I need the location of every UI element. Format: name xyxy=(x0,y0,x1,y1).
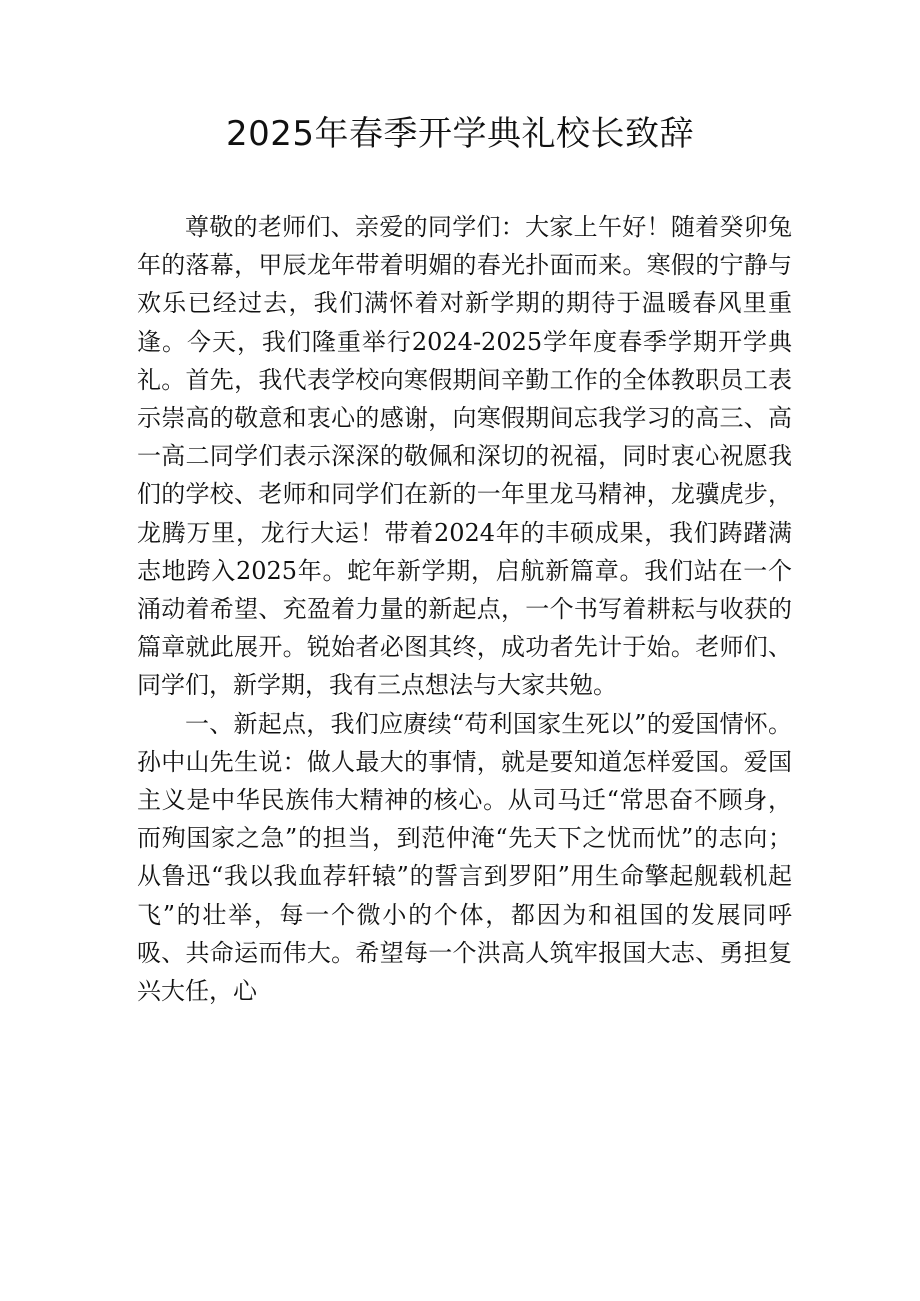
document-body xyxy=(137,208,792,1010)
document-title: 2025年春季开学典礼校长致辞 xyxy=(225,114,695,154)
paragraph-opening: 尊敬的老师们、亲爱的同学们：大家上午好！随着癸卯兔年的落幕，甲辰龙年带着明媚的春光扑面而来。寒假的宁静与欢乐已经过去，我们满怀着对新学期的期待于温暖春风里重逢。今天，我们隆重举行2024-2025学年度春季学期开学典礼。首先，我代表学校向寒假期间辛勤工作的全体教职员工表示崇高的敬意和衷心的感谢，向寒假期间忘我学习的高三、高一高二同学们表示深深的敬佩和深切的祝福，同时衷心祝愿我们的学校、老师和同学们在新的一年里龙马精神，龙骥虎步，龙腾万里，龙行大运！带着2024年的丰硕成果，我们踌躇满志地跨入2025年。蛇年新学期，启航新篇章。我们站在一个涌动着希望、充盈着力量的新起点，一个书写着耕耘与收获的篇章就此展开。锐始者必图其终，成功者先计于始。老师们、同学们，新学期，我有三点想法与大家共勉。 xyxy=(137,213,792,700)
paragraph-point-one: 一、新起点，我们应赓续“苟利国家生死以”的爱国情怀。孙中山先生说：做人最大的事情，就是要知道怎样爱国。爱国主义是中华民族伟大精神的核心。从司马迁“常思奋不顾身，而殉国家之急”的担当，到范仲淹“先天下之忧而忧”的志向；从鲁迅“我以我血荐轩辕”的誓言到罗阳”用生命擎起舰载机起飞”的壮举，每一个微小的个体，都因为和祖国的发展同呼吸、共命运而伟大。希望每一个洪高人筑牢报国大志、勇担复兴大任，心 xyxy=(137,709,792,1006)
